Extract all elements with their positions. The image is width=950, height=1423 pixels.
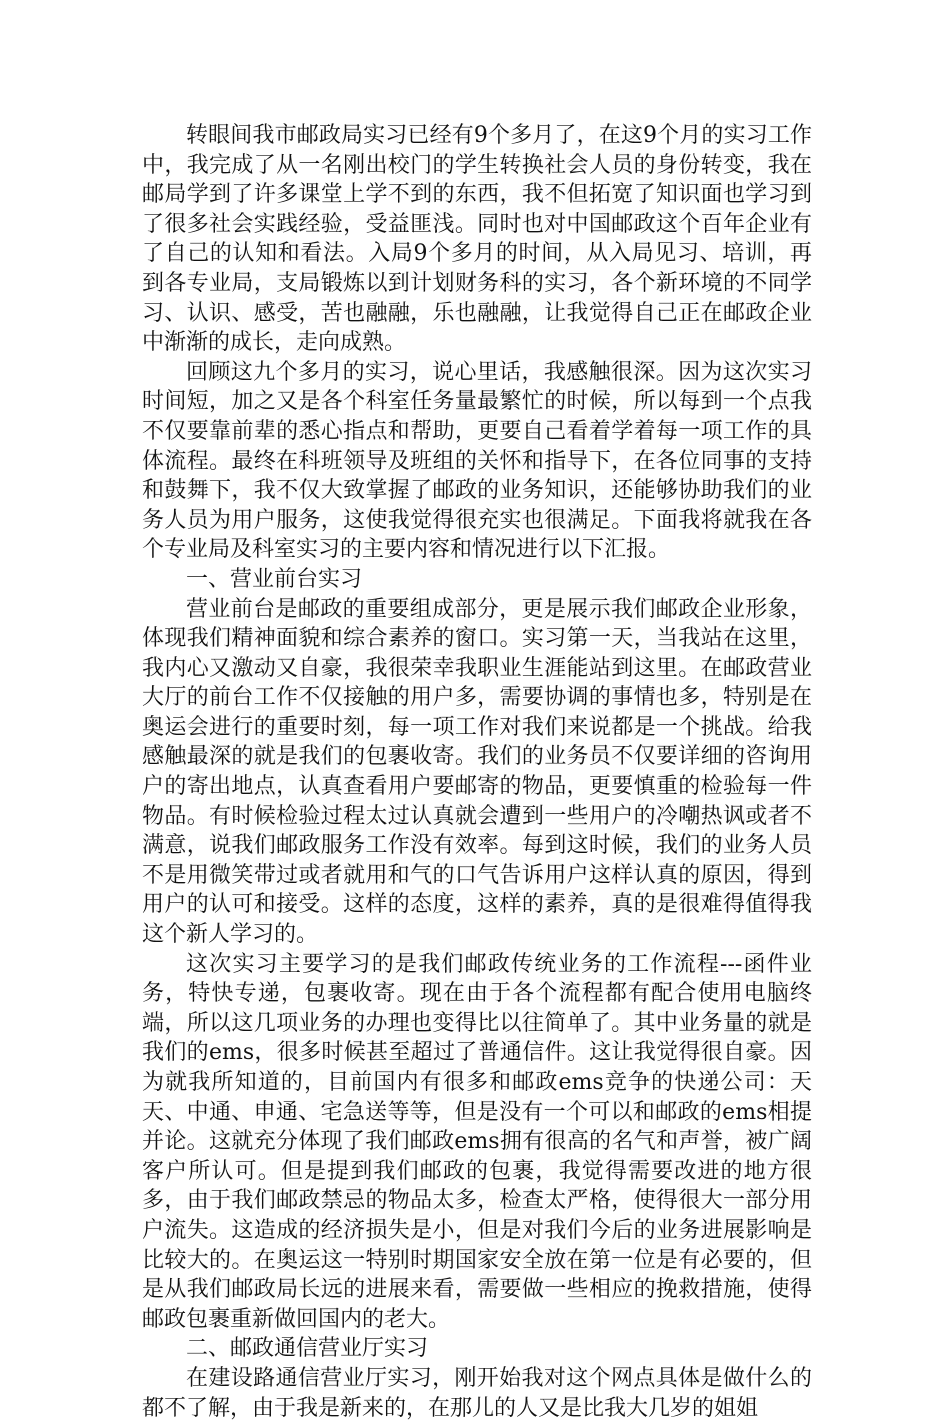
document-body bbox=[142, 121, 812, 1423]
paragraph-workflow: 这次实习主要学习的是我们邮政传统业务的工作流程---函件业务，特快专递，包裹收寄。现在由于各个流程都有配合使用电脑终端，所以这几项业务的办理也变得比以往简单了。其中业务量的就是我们的ems，很多时候甚至超过了普通信件。这让我觉得很自豪。因为就我所知道的，目前国内有很多和邮政ems竞争的快递公司：天天、中通、申通、宅急送等等，但是没有一个可以和邮政的ems相提并论。这就充分体现了我们邮政ems拥有很高的名气和声誉，被广阔客户所认可。但是提到我们邮政的包裹，我觉得需要改进的地方很多，由于我们邮政禁忌的物品太多，检查太严格，使得很大一部分用户流失。这造成的经济损失是小，但是对我们今后的业务进展影响是比较大的。在奥运这一特别时期国家安全放在第一位是有必要的，但是从我们邮政局长远的进展来看，需要做一些相应的挽救措施，使得邮政包裹重新做回国内的老大。 bbox=[142, 951, 812, 1332]
section-heading-front-desk: 一、营业前台实习 bbox=[186, 566, 363, 592]
paragraph-review: 回顾这九个多月的实习，说心里话，我感触很深。因为这次实习时间短，加之又是各个科室任务量最繁忙的时候，所以每到一个点我不仅要靠前辈的悉心指点和帮助，更要自己看着学着每一项工作的具体流程。最终在科班领导及班组的关怀和指导下，在各位同事的支持和鼓舞下，我不仅大致掌握了邮政的业务知识，还能够协助我们的业务人员为用户服务，这使我觉得很充实也很满足。下面我将就我在各个专业局及科室实习的主要内容和情况进行以下汇报。 bbox=[142, 359, 812, 563]
paragraph-front-desk: 营业前台是邮政的重要组成部分，更是展示我们邮政企业形象，体现我们精神面貌和综合素养的窗口。实习第一天，当我站在这里，我内心又激动又自豪，我很荣幸我职业生涯能站到这里。在邮政营业大厅的前台工作不仅接触的用户多，需要协调的事情也多，特别是在奥运会进行的重要时刻，每一项工作对我们来说都是一个挑战。给我感触最深的就是我们的包裹收寄。我们的业务员不仅要详细的咨询用户的寄出地点，认真查看用户要邮寄的物品，更要慎重的检验每一件物品。有时候检验过程太过认真就会遭到一些用户的冷嘲热讽或者不满意，说我们邮政服务工作没有效率。每到这时候，我们的业务人员不是用微笑带过或者就用和气的口气告诉用户这样认真的原因，得到用户的认可和接受。这样的态度，这样的素养，真的是很难得值得我这个新人学习的。 bbox=[142, 596, 812, 948]
paragraph-business-hall: 在建设路通信营业厅实习，刚开始我对这个网点具体是做什么的都不了解，由于我是新来的，在那儿的人又是比我大几岁的姐姐 bbox=[142, 1365, 812, 1421]
section-heading-business-hall: 二、邮政通信营业厅实习 bbox=[186, 1336, 429, 1362]
paragraph-intro: 转眼间我市邮政局实习已经有9个多月了，在这9个月的实习工作中，我完成了从一名刚出校门的学生转换社会人员的身份转变，我在邮局学到了许多课堂上学不到的东西，我不但拓宽了知识面也学习到了很多社会实践经验，受益匪浅。同时也对中国邮政这个百年企业有了自己的认知和看法。入局9个多月的时间，从入局见习、培训，再到各专业局，支局锻炼以到计划财务科的实习，各个新环境的不同学习、认识、感受，苦也融融，乐也融融，让我觉得自己正在邮政企业中渐渐的成长，走向成熟。 bbox=[142, 123, 812, 356]
